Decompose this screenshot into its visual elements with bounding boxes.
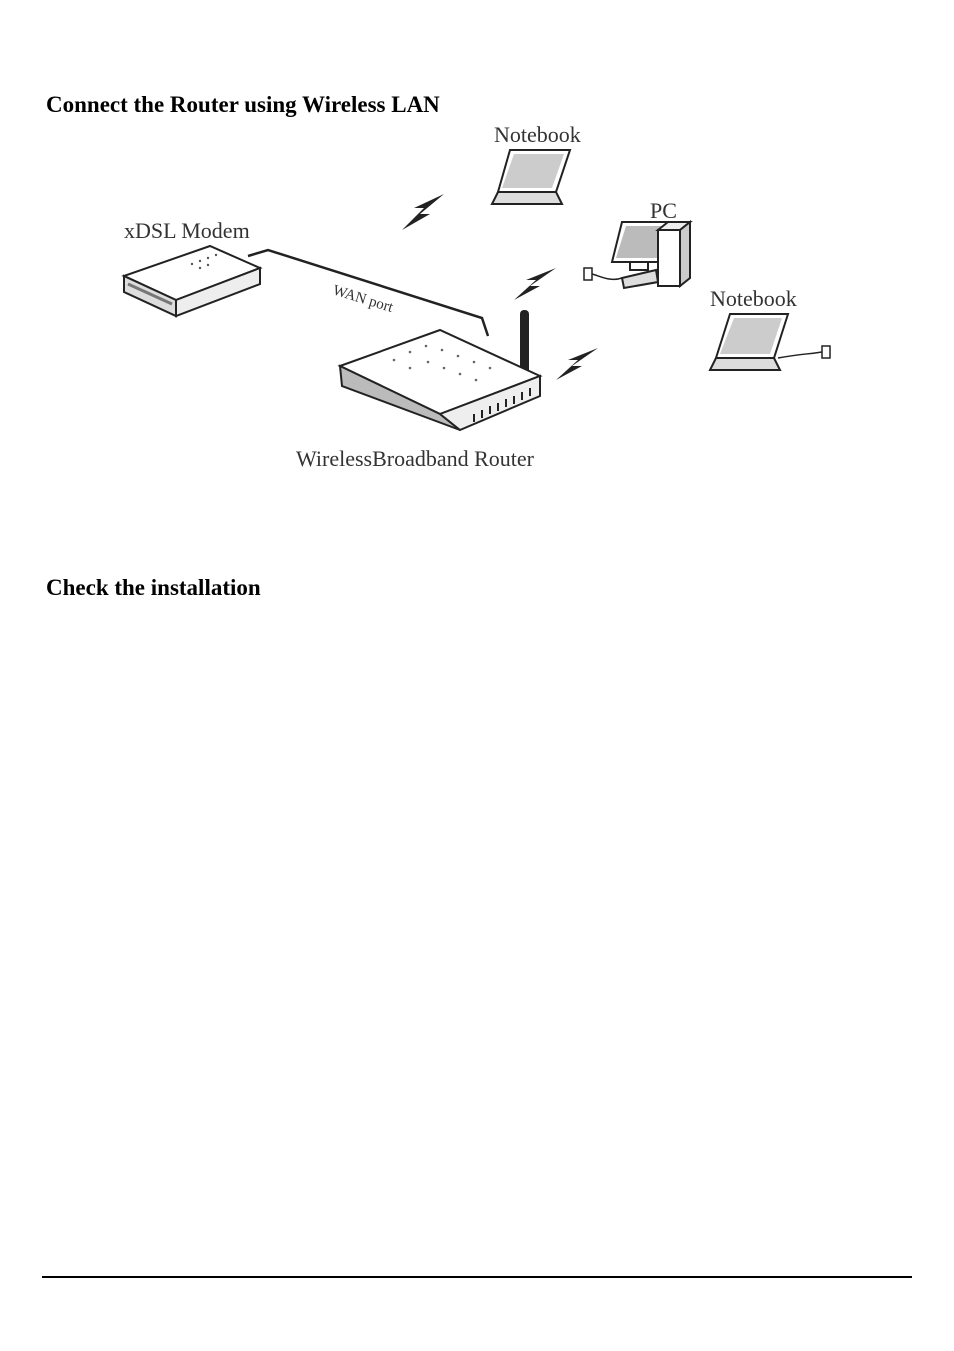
wan-port-label: WAN port [330,282,395,316]
wireless-connection-diagram [110,118,840,478]
notebook-right-icon [710,314,830,370]
section-heading-check-installation: Check the installation [46,575,261,600]
wireless-signal-icon [556,348,598,380]
section-heading-wireless-lan: Connect the Router using Wireless LAN [46,92,440,117]
pc-label: PC [650,198,677,223]
notebook-right-label: Notebook [710,286,797,311]
pc-icon [584,222,690,288]
wireless-signal-icon [402,194,444,230]
xdsl-modem-icon [124,246,260,316]
footer-divider [42,1276,912,1278]
notebook-top-icon [492,150,570,204]
wireless-signal-icon [514,268,556,300]
xdsl-modem-label: xDSL Modem [124,218,250,243]
router-label: WirelessBroadband Router [296,446,534,471]
notebook-top-label: Notebook [494,122,581,147]
wireless-router-icon [340,310,540,430]
